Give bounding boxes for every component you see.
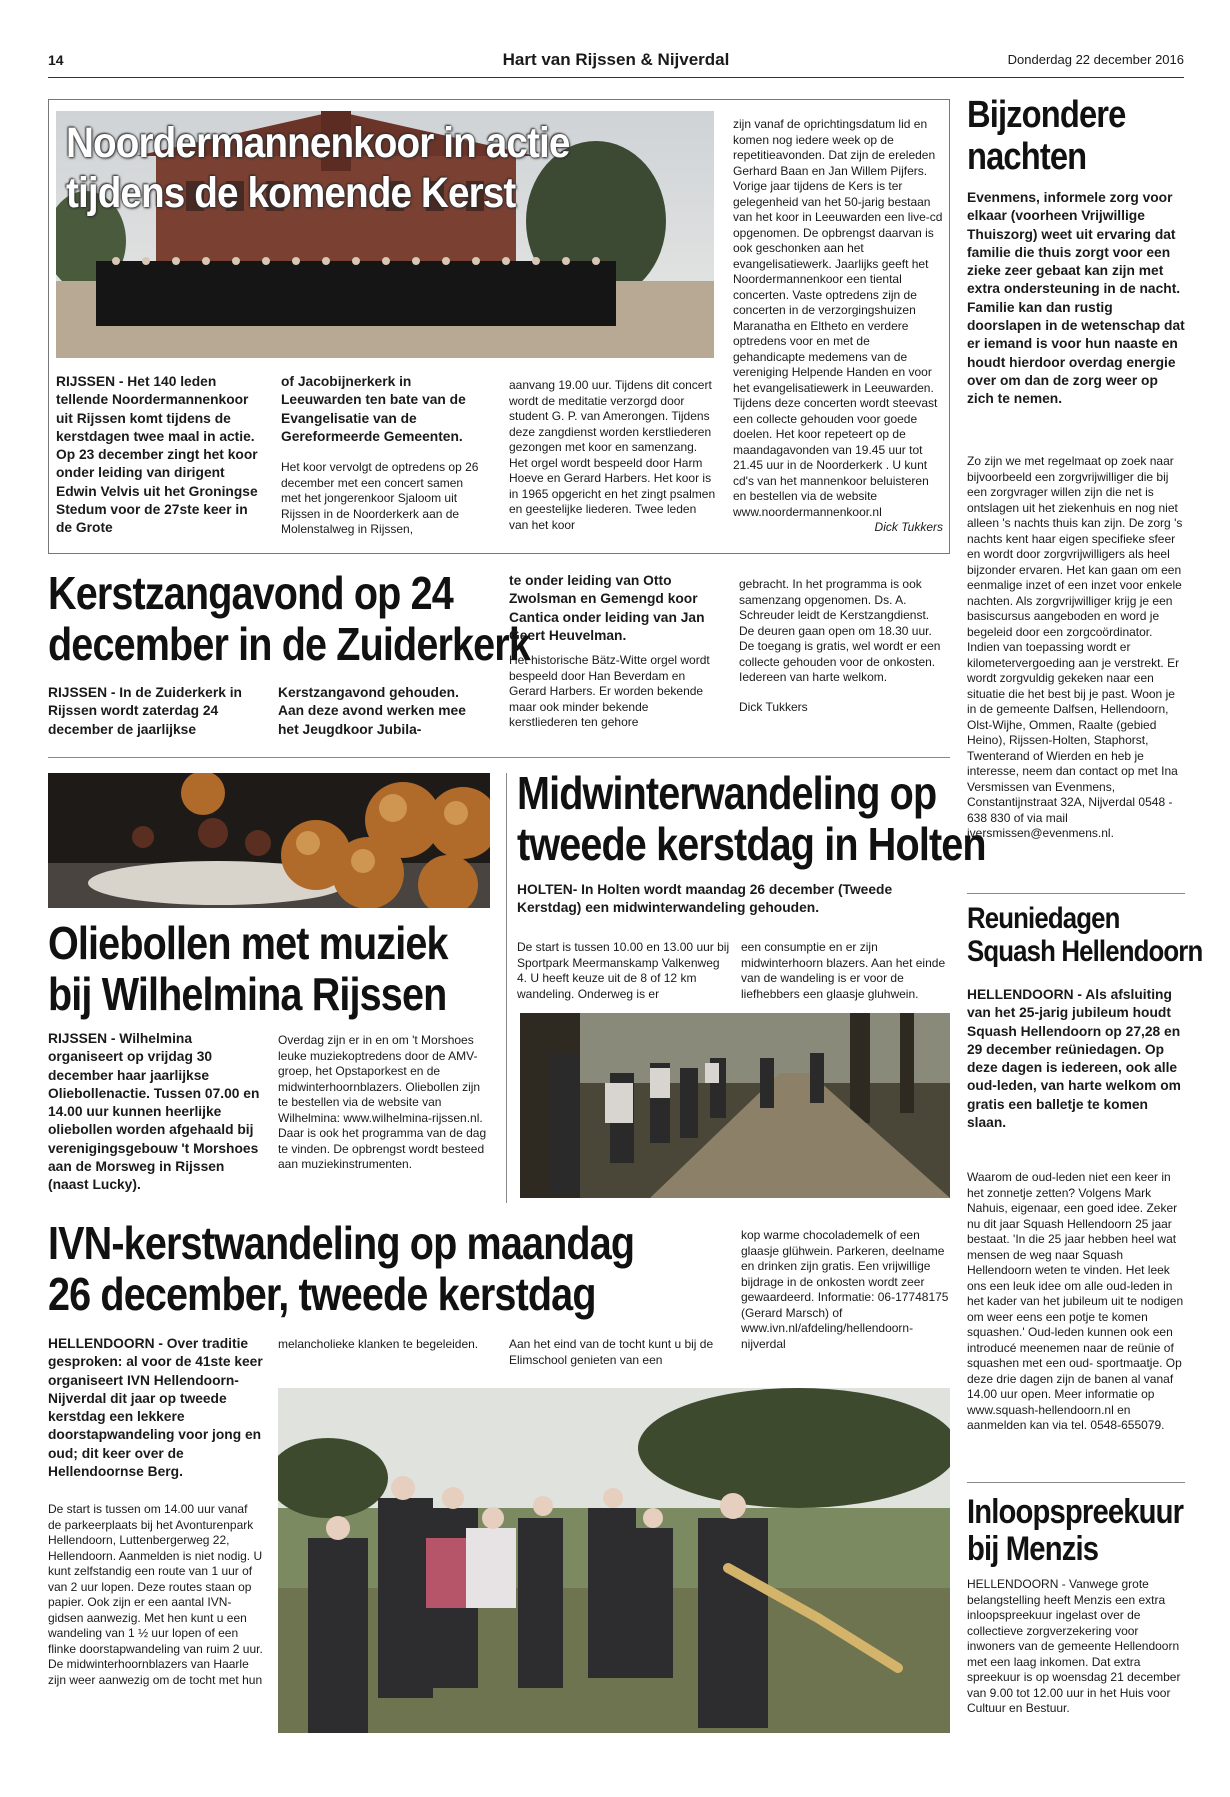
menzis-headline-line2: bij Menzis (967, 1530, 1099, 1569)
column-divider (506, 773, 507, 1203)
menzis-body: HELLENDOORN - Vanwege grote belangstelling heeft Menzis een extra inloopspreekuur ingelast over de collectieve zorgverzekering voor inwoners van de gemeente Hellendoorn met een laag inkomen. Dat extra spreekuur is op woensdag 21 december van 9.00 tot 12.00 uur in het Huis voor Cultuur en Bestuur. (967, 1577, 1181, 1715)
koor-headline-line2: tijdens de komende Kerst (66, 169, 516, 217)
koor-byline: Dick Tukkers (874, 520, 943, 534)
page-number: 14 (48, 52, 64, 68)
oliebollen-headline-line2: bij Wilhelmina Rijssen (48, 967, 447, 1020)
zuiderkerk-lead2: Kerstzangavond gehouden. Aan deze avond werken mee het Jeugdkoor Jubila- (278, 685, 466, 737)
midwinter-body1: De start is tussen 10.00 en 13.00 uur bij Sportpark Meermanskamp Valkenweg 4. U heeft keuze uit de 8 of 12 km wandeling. Onderweg is er (517, 940, 730, 1001)
squash-headline (967, 902, 1202, 968)
zuiderkerk-lead1: RIJSSEN - In de Zuiderkerk in Rijssen wordt zaterdag 24 december de jaarlijkse (48, 685, 242, 737)
nachten-headline-line2: nachten (967, 135, 1087, 178)
zuiderkerk-headline (48, 568, 530, 669)
zuiderkerk-body3: Het historische Bätz-Witte orgel wordt bespeeld door Han Beverdam en Gerard Harbers. Er worden bekende maar ook minder bekende kerstliederen ten gehore (509, 653, 710, 730)
ivn-headline-line2: 26 december, tweede kerstdag (48, 1267, 596, 1320)
issue-date: Donderdag 22 december 2016 (1007, 52, 1184, 67)
koor-headline-line1: Noordermannenkoor in actie (66, 119, 570, 167)
koor-headline (66, 118, 569, 218)
koor-col4-body: zijn vanaf de oprichtingsdatum lid en komen nog iedere week op de repetitieavonden. Dat zijn de ereleden Gerhard Baan en Jan Willem Pijfers. Vorige jaar tijdens de Kers is ter gelegenheid van het 50-jarig bestaan van het koor in Leeuwarden een live-cd opgenomen. De opbrengst daarvan is ook geschonken aan het evangelisatiewerk. Jaarlijks geeft het Noordermannenkoor een tiental concerten. Vaste optredens zijn de concerten in de verzorgingshuizen Maranatha en Eltheto en verdere optredens voor en met de gehandicapte medemens van de vereniging Helpende Handen en voor het evangelisatiewerk in Leeuwarden. Tijdens deze concerten wordt steevast een collecte gehouden voor goede doelen. Het koor repeteert op de maandagavonden van 19.45 uur tot 21.45 uur in de Noorderkerk . U kunt cd's van het mannenkoor beluisteren en bestellen via de website www.noordermannenkoor.nl (733, 117, 943, 519)
newspaper-title: Hart van Rijssen & Nijverdal (502, 50, 730, 69)
oliebollen-photo (48, 773, 490, 908)
divider (967, 1482, 1185, 1483)
koor-col2-body: Het koor vervolgt de optredens op 26 december met een concert samen met het jongerenkoor Sjaloom uit Rijssen in de Noorderkerk aan de Molenstalweg in Rijssen, (281, 460, 479, 537)
midwinter-photo (520, 1013, 950, 1198)
zuiderkerk-headline-line2: december in de Zuiderkerk (48, 617, 530, 670)
nachten-body: Zo zijn we met regelmaat op zoek naar bijvoorbeeld een zorgvrijwilliger die bij een zorgvrager willen zijn die net is ontslagen uit het ziekenhuis en nog niet alleen 's nachts thuis kan zijn. De zorg 's nachts kent haar eigen specifieke sfeer en wordt door zorgvrijwilligers als heel bijzonder ervaren. Het kan gaan om een eenmalige inzet of een inzet voor enkele nachten. Als zorgvrijwilliger krijg je een basiscursus aangeboden en word je begeleid door een zorgcoördinator. Indien van toepassing wordt er kilometervergoeding aan je verstrekt. Er wordt zorgvuldig gekeken naar een situatie die het best bij je past. Woon je in de gemeente Dalfsen, Hellendoorn, Olst-Wijhe, Ommen, Raalte (gebied Heino), Rijssen-Holten, Staphorst, Twenterand of Wierden en heb je interesse, neem dan contact op met Ina Versmissen van Evenmens, Constantijnstraat 32A, Nijverdal 0548 - 638 830 of via mail iversmissen@evenmens.nl. (967, 454, 1183, 840)
koor-col3: aanvang 19.00 uur. Tijdens dit concert wordt de meditatie verzorgd door student G. P. van Amerongen. Tijdens deze zangdienst worden kerstliederen gezongen met koor en samenzang. Het orgel wordt bespeeld door Harm Hoeve en Gerard Harbers. Het koor is in 1965 opgericht en het zingt psalmen en geestelijke liederen. Twee leden van het koor (509, 378, 716, 532)
nachten-lead: Evenmens, informele zorg voor elkaar (voorheen Vrijwillige Thuiszorg) weet uit ervaring dat familie die thuis zorgt voor een zieke zeer gebaat kan zijn met extra ondersteuning in de nacht. Familie kan dan rustig doorslapen in de wetenschap dat er iemand is voor hun naaste en houdt hierdoor overdag energie over om dan de zorg weer op zich te nemen. (967, 190, 1185, 407)
oliebollen-lead: RIJSSEN - Wilhelmina organiseert op vrijdag 30 december haar jaarlijkse Oliebollenactie. Tussen 07.00 en 14.00 uur kunnen heerlijke oliebollen worden afgehaald bij verenigingsgebouw 't Morshoes aan de Morsweg in Rijssen (naast Lucky). (48, 1031, 260, 1193)
koor-col2 (281, 373, 486, 538)
zuiderkerk-byline: Dick Tukkers (739, 699, 808, 714)
squash-lead: HELLENDOORN - Als afsluiting van het 25-jarig jubileum houdt Squash Hellendoorn op 27,28 en 29 december reüniedagen. Op deze dagen is iedereen, ook alle oud-leden, van harte welkom om gratis een balletje te komen slaan. (967, 987, 1181, 1131)
squash-headline-line2: Squash Hellendoorn (967, 935, 1203, 968)
midwinter-headline-line1: Midwinterwandeling op (517, 767, 937, 819)
zuiderkerk-col4 (739, 577, 947, 715)
divider (967, 893, 1185, 894)
ivn-lead: HELLENDOORN - Over traditie gesproken: al voor de 41ste keer organiseert IVN Hellendoorn-Nijverdal dit jaar op tweede kerstdag een lekkere doorstapwandeling voor jong en oud; dit keer over de Hellendoornse Berg. (48, 1336, 263, 1480)
oliebollen-headline (48, 918, 448, 1019)
zuiderkerk-lead3: te onder leiding van Otto Zwolsman en Gemengd koor Cantica onder leiding van Jan Geert Heuvelman. (509, 573, 705, 643)
menzis-headline-line1: Inloopspreekuur (967, 1493, 1184, 1531)
koor-col2-lead: of Jacobijnerkerk in Leeuwarden ten bate van de Evangelisatie van de Gereformeerde Gemeenten. (281, 374, 466, 444)
midwinter-lead: HOLTEN- In Holten wordt maandag 26 december (Tweede Kerstdag) een midwinterwandeling gehouden. (517, 882, 893, 916)
zuiderkerk-col3 (509, 572, 717, 731)
koor-col4 (733, 117, 943, 536)
squash-body: Waarom de oud-leden niet een keer in het zonnetje zetten? Volgens Mark Nahuis, eigenaar, een goed idee. Zeker nu dit jaar Squash Hellendoorn 25 jaar bestaat. 'In die 25 jaar hebben heel wat mensen de weg naar Squash Hellendoorn weten te vinden. Het leek ons een leuk idee om alle oud-leden in het kader van het jubileum uit te nodigen om weer eens een potje te komen squashen.' Oud-leden kunnen ook een introducé meenemen naar de reünie of squashen met een oud- sportmaatje. Op deze drie dagen zijn de banen al vanaf 14.00 uur open. Meer informatie op www.squash-hellendoorn.nl en aanmelden kan via tel. 0548-655079. (967, 1170, 1184, 1432)
oliebollen-headline-line1: Oliebollen met muziek (48, 917, 448, 969)
page-header (48, 50, 1184, 78)
midwinter-body2: een consumptie en er zijn midwinterhoorn blazers. Aan het einde van de wandeling is er voor de liefhebbers een glaasje gluhwein. (741, 940, 946, 1001)
midwinter-headline-line2: tweede kerstdag in Holten (517, 817, 986, 870)
koor-lead: RIJSSEN - Het 140 leden tellende Noordermannenkoor uit Rijssen komt tijdens de kerstdagen twee maal in actie. Op 23 december zingt het koor onder leiding van dirigent Edwin Velvis uit het Groningse Stedum voor de 27ste keer in de Grote (56, 374, 258, 536)
ivn-headline (48, 1218, 634, 1319)
divider (48, 757, 950, 758)
oliebollen-body: Overdag zijn er in en om 't Morshoes leuke muziekoptredens door de AMV-groep, het Opstaporkest en de midwinterhoornblazers. Oliebollen zijn te bestellen via de website van Wilhelmina: www.wilhelmina-rijssen.nl. Daar is ook het programma van de dag te vinden. De opbrengst wordt besteed aan muziekinstrumenten. (278, 1033, 487, 1171)
ivn-body1: De start is tussen om 14.00 uur vanaf de parkeerplaats bij het Avonturenpark Hellendoorn, Luttenbergerweg 22, Hellendoorn. Aanmelden is niet nodig. U kunt zelfstandig een route van 1 uur of van 2 uur lopen. Deze routes staan op papier. Ook zijn er een aantal IVN-gidsen aanwezig. Met hen kunt u een wandeling van 1 ½ uur lopen of een flinke doorstapwandeling van ruim 2 uur. De midwinterhoornblazers van Haarle zijn weer aanwezig om de tocht met hun (48, 1502, 263, 1687)
ivn-body3: Aan het eind van de tocht kunt u bij de Elimschool genieten van een (509, 1337, 714, 1367)
ivn-photo (278, 1388, 950, 1733)
menzis-headline (967, 1494, 1183, 1569)
ivn-body2: melancholieke klanken te begeleiden. (278, 1337, 479, 1351)
squash-headline-line1: Reuniedagen (967, 902, 1120, 935)
zuiderkerk-headline-line1: Kerstzangavond op 24 (48, 567, 453, 619)
zuiderkerk-body4: gebracht. In het programma is ook samenzang opgenomen. Ds. A. Schreuder leidt de Kerstzangdienst. De deuren gaan open om 18.30 uur. De toegang is gratis, wel wordt er een collecte gehouden voor de onkosten. Iedereen van harte welkom. (739, 577, 941, 684)
nachten-headline (967, 95, 1125, 179)
ivn-body4: kop warme chocolademelk of een glaasje glühwein. Parkeren, deelname en drinken zijn gratis. Een vrijwillige bijdrage in de onkosten wordt zeer gewaardeerd. Informatie: 06-17748175 (Gerard Marsch) of www.ivn.nl/afdeling/hellendoorn-nijverdal (741, 1228, 949, 1351)
midwinter-headline (517, 768, 986, 869)
nachten-headline-line1: Bijzondere (967, 94, 1126, 136)
ivn-headline-line1: IVN-kerstwandeling op maandag (48, 1217, 635, 1269)
